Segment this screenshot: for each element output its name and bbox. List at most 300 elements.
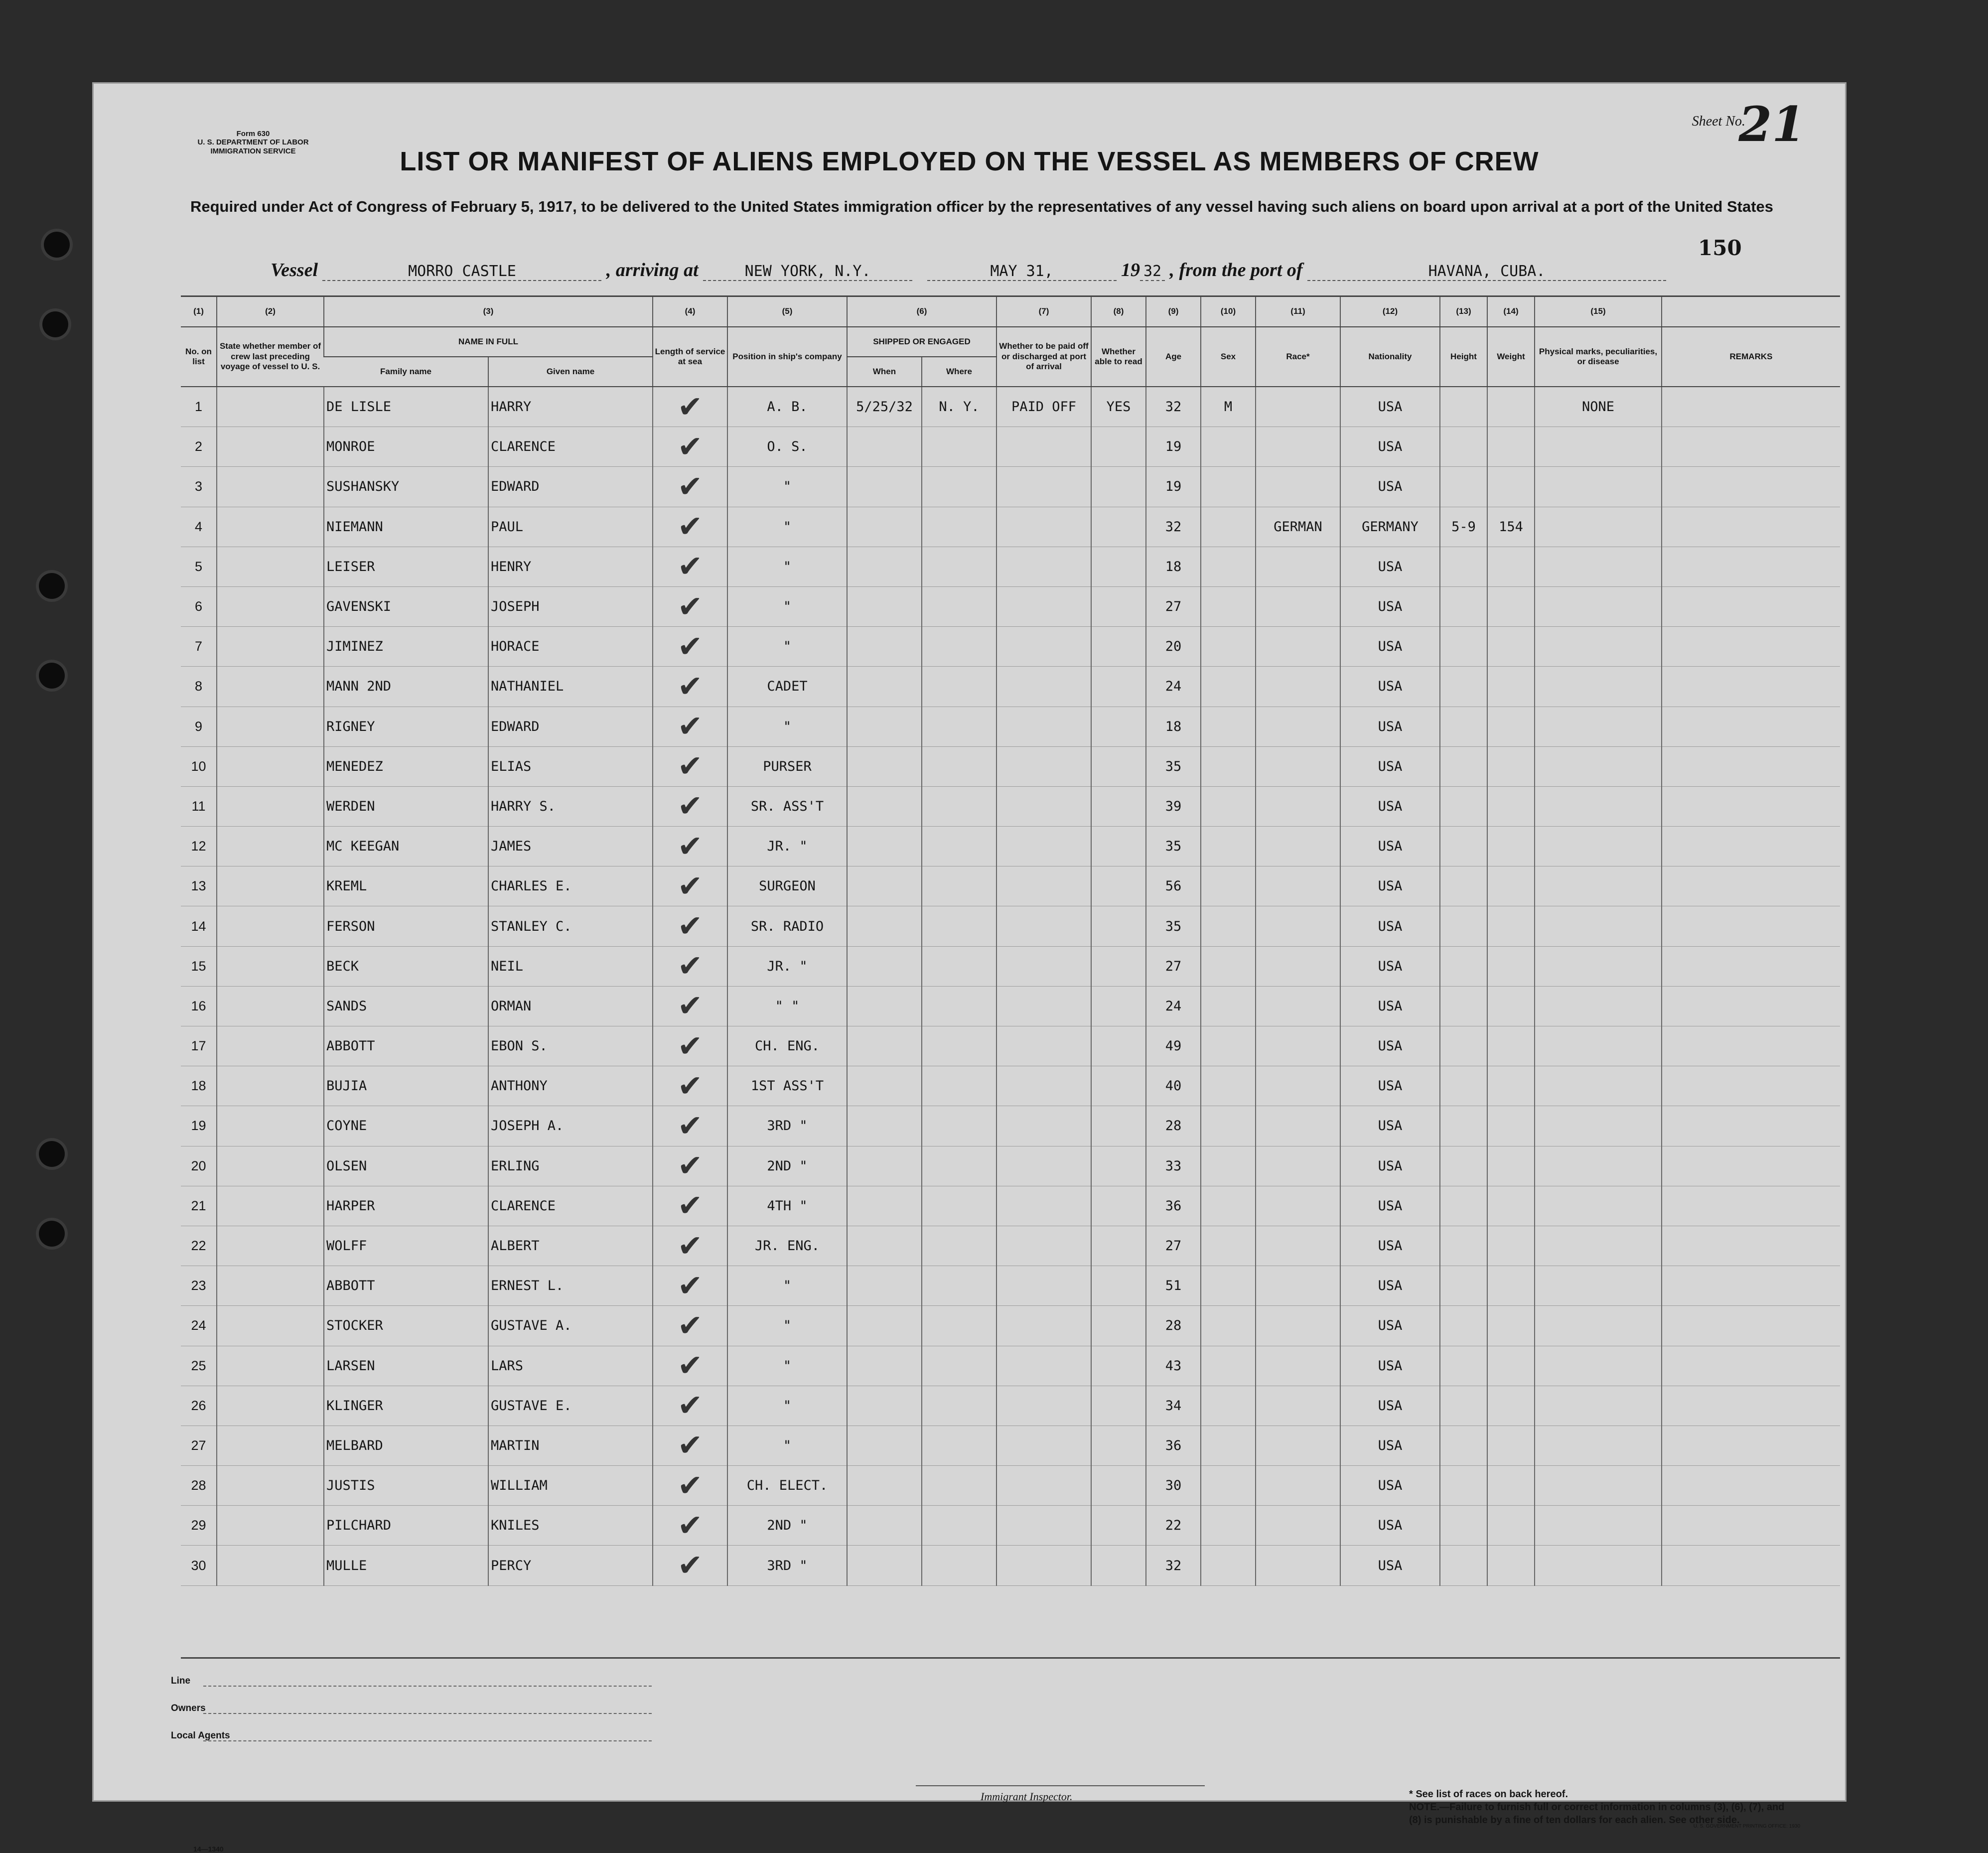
weight-cell	[1487, 1306, 1535, 1346]
family-name-cell: FERSON	[324, 906, 488, 946]
list-number-cell: 24	[181, 1306, 217, 1346]
position-cell: "	[727, 707, 847, 746]
shipped-where-cell	[922, 906, 996, 946]
shipped-when-cell	[847, 827, 922, 866]
list-number-cell: 29	[181, 1506, 217, 1546]
able-to-read-cell: YES	[1091, 387, 1146, 427]
height-cell: 5-9	[1440, 507, 1487, 547]
family-name-cell: BECK	[324, 946, 488, 986]
physical-marks-cell	[1535, 507, 1662, 547]
able-to-read-cell	[1091, 1425, 1146, 1465]
paid-off-cell	[996, 1506, 1091, 1546]
family-name-cell: COYNE	[324, 1106, 488, 1146]
physical-marks-cell	[1535, 1425, 1662, 1465]
col-sex: Sex	[1201, 327, 1256, 387]
race-cell	[1256, 387, 1340, 427]
table-row	[181, 586, 1840, 626]
given-name-cell: EBON S.	[488, 1026, 653, 1066]
given-name-cell: PAUL	[488, 507, 653, 547]
nationality-cell: USA	[1340, 1186, 1440, 1226]
able-to-read-cell	[1091, 1466, 1146, 1506]
sex-cell	[1201, 1506, 1256, 1546]
weight-cell	[1487, 1425, 1535, 1465]
remarks-cell	[1662, 1146, 1840, 1186]
weight-cell	[1487, 1146, 1535, 1186]
service-check-cell	[653, 707, 727, 746]
list-number-cell: 30	[181, 1546, 217, 1585]
remarks-cell	[1662, 1466, 1840, 1506]
paid-off-cell	[996, 986, 1091, 1026]
state-cell-cell	[217, 1066, 324, 1106]
table-row	[181, 946, 1840, 986]
list-number-cell: 12	[181, 827, 217, 866]
shipped-where-cell	[922, 1466, 996, 1506]
family-name-cell: MANN 2ND	[324, 667, 488, 707]
shipped-when-cell	[847, 467, 922, 507]
sex-cell	[1201, 507, 1256, 547]
checkmark-icon: ✔	[677, 1228, 703, 1264]
shipped-when-cell	[847, 866, 922, 906]
weight-cell	[1487, 467, 1535, 507]
paid-off-cell	[996, 1066, 1091, 1106]
age-cell: 35	[1146, 746, 1201, 786]
shipped-where-cell: N. Y.	[922, 387, 996, 427]
family-name-cell: NIEMANN	[324, 507, 488, 547]
arrival-port: NEW YORK, N.Y.	[703, 263, 912, 281]
sex-cell	[1201, 786, 1256, 826]
remarks-cell	[1662, 1425, 1840, 1465]
table-row	[181, 1186, 1840, 1226]
table-row	[181, 467, 1840, 507]
col-num-15: (15)	[1535, 297, 1662, 327]
weight-cell	[1487, 986, 1535, 1026]
list-number-cell: 10	[181, 746, 217, 786]
table-row	[181, 1386, 1840, 1425]
position-cell: 3RD "	[727, 1106, 847, 1146]
family-name-cell: SUSHANSKY	[324, 467, 488, 507]
state-cell-cell	[217, 467, 324, 507]
given-name-cell: NATHANIEL	[488, 667, 653, 707]
physical-marks-cell	[1535, 946, 1662, 986]
age-cell: 32	[1146, 507, 1201, 547]
state-cell-cell	[217, 827, 324, 866]
height-cell	[1440, 467, 1487, 507]
family-name-cell: PILCHARD	[324, 1506, 488, 1546]
sex-cell	[1201, 1026, 1256, 1066]
vessel-name: MORRO CASTLE	[322, 263, 601, 281]
remarks-cell	[1662, 1506, 1840, 1546]
list-number-cell: 19	[181, 1106, 217, 1146]
family-name-cell: SANDS	[324, 986, 488, 1026]
age-cell: 51	[1146, 1266, 1201, 1306]
physical-marks-cell	[1535, 1546, 1662, 1585]
physical-marks-cell	[1535, 427, 1662, 467]
race-cell	[1256, 1346, 1340, 1386]
nationality-cell: USA	[1340, 427, 1440, 467]
col-height: Height	[1440, 327, 1487, 387]
sex-cell	[1201, 1425, 1256, 1465]
family-name-cell: KREML	[324, 866, 488, 906]
weight-cell	[1487, 547, 1535, 586]
checkmark-icon: ✔	[677, 549, 703, 584]
position-cell: JR. ENG.	[727, 1226, 847, 1266]
sex-cell	[1201, 627, 1256, 667]
checkmark-icon: ✔	[677, 909, 703, 944]
race-cell	[1256, 1186, 1340, 1226]
owners-field	[203, 1713, 652, 1714]
col-family-name: Family name	[324, 357, 488, 387]
vessel-label: Vessel	[271, 260, 318, 281]
remarks-cell	[1662, 786, 1840, 826]
position-cell: " "	[727, 986, 847, 1026]
table-row	[181, 387, 1840, 427]
list-number-cell: 4	[181, 507, 217, 547]
weight-cell	[1487, 387, 1535, 427]
list-number-cell: 20	[181, 1146, 217, 1186]
age-cell: 32	[1146, 1546, 1201, 1585]
physical-marks-cell	[1535, 827, 1662, 866]
shipped-when-cell	[847, 707, 922, 746]
family-name-cell: DE LISLE	[324, 387, 488, 427]
height-cell	[1440, 1106, 1487, 1146]
state-cell-cell	[217, 906, 324, 946]
table-row	[181, 1306, 1840, 1346]
paid-off-cell	[996, 1425, 1091, 1465]
able-to-read-cell	[1091, 1106, 1146, 1146]
checkmark-icon: ✔	[677, 709, 703, 744]
sex-cell: M	[1201, 387, 1256, 427]
nationality-cell: USA	[1340, 746, 1440, 786]
height-cell	[1440, 906, 1487, 946]
given-name-cell: KNILES	[488, 1506, 653, 1546]
shipped-where-cell	[922, 1186, 996, 1226]
list-number-cell: 26	[181, 1386, 217, 1425]
shipped-when-cell	[847, 586, 922, 626]
position-cell: CH. ENG.	[727, 1026, 847, 1066]
age-cell: 32	[1146, 387, 1201, 427]
position-cell: SR. ASS'T	[727, 786, 847, 826]
paid-off-cell	[996, 707, 1091, 746]
shipped-where-cell	[922, 547, 996, 586]
race-cell	[1256, 586, 1340, 626]
weight-cell	[1487, 866, 1535, 906]
table-row	[181, 627, 1840, 667]
crew-table	[181, 297, 1840, 1586]
able-to-read-cell	[1091, 866, 1146, 906]
nationality-cell: USA	[1340, 467, 1440, 507]
position-cell: SR. RADIO	[727, 906, 847, 946]
remarks-cell	[1662, 1386, 1840, 1425]
height-cell	[1440, 1266, 1487, 1306]
given-name-cell: HENRY	[488, 547, 653, 586]
manifest-sheet	[92, 82, 1846, 1853]
physical-marks-cell	[1535, 1466, 1662, 1506]
service-check-cell	[653, 1106, 727, 1146]
service-check-cell	[653, 1466, 727, 1506]
shipped-where-cell	[922, 467, 996, 507]
state-cell-cell	[217, 786, 324, 826]
shipped-where-cell	[922, 1506, 996, 1546]
shipped-when-cell	[847, 1026, 922, 1066]
shipped-where-cell	[922, 1386, 996, 1425]
service-check-cell	[653, 786, 727, 826]
remarks-cell	[1662, 986, 1840, 1026]
nationality-cell: USA	[1340, 906, 1440, 946]
form-number: Form 630	[236, 130, 270, 138]
height-cell	[1440, 1146, 1487, 1186]
col-race: Race*	[1256, 327, 1340, 387]
table-row	[181, 906, 1840, 946]
age-cell: 28	[1146, 1106, 1201, 1146]
line-field	[203, 1686, 652, 1687]
shipped-when-cell	[847, 1466, 922, 1506]
shipped-when-cell	[847, 507, 922, 547]
age-cell: 56	[1146, 866, 1201, 906]
state-cell-cell	[217, 1425, 324, 1465]
race-cell	[1256, 1306, 1340, 1346]
shipped-when-cell	[847, 1266, 922, 1306]
sheet-number-label: Sheet No.	[1692, 114, 1745, 129]
given-name-cell: HARRY S.	[488, 786, 653, 826]
col-position: Position in ship's company	[727, 327, 847, 387]
given-name-cell: CLARENCE	[488, 427, 653, 467]
checkmark-icon: ✔	[677, 1308, 703, 1343]
shipped-where-cell	[922, 1546, 996, 1585]
race-cell	[1256, 946, 1340, 986]
col-num-6: (6)	[847, 297, 996, 327]
given-name-cell: ANTHONY	[488, 1066, 653, 1106]
height-cell	[1440, 387, 1487, 427]
checkmark-icon: ✔	[677, 1148, 703, 1184]
weight-cell	[1487, 906, 1535, 946]
height-cell	[1440, 1506, 1487, 1546]
age-cell: 49	[1146, 1026, 1201, 1066]
family-name-cell: WERDEN	[324, 786, 488, 826]
physical-marks-cell	[1535, 1026, 1662, 1066]
service-check-cell	[653, 1146, 727, 1186]
shipped-when-cell	[847, 986, 922, 1026]
paid-off-cell	[996, 667, 1091, 707]
remarks-cell	[1662, 427, 1840, 467]
family-name-cell: ABBOTT	[324, 1026, 488, 1066]
shipped-when-cell	[847, 1425, 922, 1465]
weight-cell	[1487, 1266, 1535, 1306]
list-number-cell: 16	[181, 986, 217, 1026]
printer-imprint: U. S. GOVERNMENT PRINTING OFFICE: 1930	[1693, 1824, 1800, 1829]
shipped-where-cell	[922, 1026, 996, 1066]
remarks-cell	[1662, 1066, 1840, 1106]
paid-off-cell	[996, 1306, 1091, 1346]
service-check-cell	[653, 827, 727, 866]
sex-cell	[1201, 1146, 1256, 1186]
checkmark-icon: ✔	[677, 589, 703, 624]
position-cell: "	[727, 507, 847, 547]
table-row	[181, 1546, 1840, 1585]
able-to-read-cell	[1091, 786, 1146, 826]
table-row	[181, 1146, 1840, 1186]
position-cell: 2ND "	[727, 1146, 847, 1186]
state-cell-cell	[217, 866, 324, 906]
shipped-when-cell	[847, 1306, 922, 1346]
service-check-cell	[653, 1425, 727, 1465]
shipped-when-cell	[847, 746, 922, 786]
service-check-cell	[653, 1546, 727, 1585]
race-cell	[1256, 1266, 1340, 1306]
shipped-when-cell	[847, 1506, 922, 1546]
age-cell: 24	[1146, 986, 1201, 1026]
checkmark-icon: ✔	[677, 829, 703, 864]
line-label: Line	[171, 1676, 191, 1686]
given-name-cell: LARS	[488, 1346, 653, 1386]
table-row	[181, 866, 1840, 906]
family-name-cell: STOCKER	[324, 1306, 488, 1346]
col-num-7: (7)	[996, 297, 1091, 327]
binder-hole	[39, 1141, 65, 1167]
position-cell: "	[727, 1386, 847, 1425]
given-name-cell: MARTIN	[488, 1425, 653, 1465]
agents-label: Local Agents	[171, 1730, 230, 1741]
shipped-when-cell	[847, 627, 922, 667]
shipped-when-cell	[847, 667, 922, 707]
given-name-cell: WILLIAM	[488, 1466, 653, 1506]
sex-cell	[1201, 746, 1256, 786]
col-num-1: (1)	[181, 297, 217, 327]
age-cell: 24	[1146, 667, 1201, 707]
crew-rows	[181, 387, 1840, 1585]
family-name-cell: LARSEN	[324, 1346, 488, 1386]
race-cell	[1256, 746, 1340, 786]
col-nationality: Nationality	[1340, 327, 1440, 387]
height-cell	[1440, 1386, 1487, 1425]
weight-cell	[1487, 1506, 1535, 1546]
col-paid-off: Whether to be paid off or discharged at port of arrival	[996, 327, 1091, 387]
height-cell	[1440, 746, 1487, 786]
col-when: When	[847, 357, 922, 387]
state-cell-cell	[217, 1026, 324, 1066]
col-num-12: (12)	[1340, 297, 1440, 327]
position-cell: "	[727, 627, 847, 667]
able-to-read-cell	[1091, 746, 1146, 786]
col-age: Age	[1146, 327, 1201, 387]
sex-cell	[1201, 1306, 1256, 1346]
position-cell: 3RD "	[727, 1546, 847, 1585]
shipped-where-cell	[922, 586, 996, 626]
paid-off-cell	[996, 1266, 1091, 1306]
physical-marks-cell	[1535, 746, 1662, 786]
physical-marks-cell	[1535, 1186, 1662, 1226]
col-state: State whether member of crew last preceding voyage of vessel to U. S.	[217, 327, 324, 387]
sex-cell	[1201, 707, 1256, 746]
sex-cell	[1201, 866, 1256, 906]
table-row	[181, 667, 1840, 707]
age-cell: 30	[1146, 1466, 1201, 1506]
weight-cell	[1487, 707, 1535, 746]
height-cell	[1440, 1186, 1487, 1226]
race-cell	[1256, 1226, 1340, 1266]
paid-off-cell: PAID OFF	[996, 387, 1091, 427]
arrival-year: 32	[1140, 263, 1165, 281]
col-given-name: Given name	[488, 357, 653, 387]
height-cell	[1440, 1466, 1487, 1506]
service-check-cell	[653, 1026, 727, 1066]
family-name-cell: KLINGER	[324, 1386, 488, 1425]
remarks-cell	[1662, 627, 1840, 667]
nationality-cell: USA	[1340, 387, 1440, 427]
given-name-cell: EDWARD	[488, 707, 653, 746]
family-name-cell: ABBOTT	[324, 1266, 488, 1306]
position-cell: JR. "	[727, 827, 847, 866]
crew-table-container	[181, 295, 1840, 1659]
paid-off-cell	[996, 1026, 1091, 1066]
position-cell: "	[727, 1306, 847, 1346]
nationality-cell: USA	[1340, 627, 1440, 667]
state-cell-cell	[217, 427, 324, 467]
able-to-read-cell	[1091, 547, 1146, 586]
able-to-read-cell	[1091, 1146, 1146, 1186]
physical-marks-cell	[1535, 1506, 1662, 1546]
race-cell	[1256, 1146, 1340, 1186]
from-port-label: , from the port of	[1169, 260, 1303, 281]
notes-block	[1409, 1788, 1798, 1827]
state-cell-cell	[217, 1306, 324, 1346]
position-cell: CADET	[727, 667, 847, 707]
given-name-cell: JOSEPH	[488, 586, 653, 626]
checkmark-icon: ✔	[677, 789, 703, 824]
shipped-where-cell	[922, 507, 996, 547]
given-name-cell: CHARLES E.	[488, 866, 653, 906]
col-name-in-full: NAME IN FULL	[324, 327, 653, 357]
height-cell	[1440, 1066, 1487, 1106]
state-cell-cell	[217, 1146, 324, 1186]
physical-marks-cell	[1535, 866, 1662, 906]
sex-cell	[1201, 1546, 1256, 1585]
checkmark-icon: ✔	[677, 1348, 703, 1384]
age-cell: 33	[1146, 1146, 1201, 1186]
shipped-when-cell	[847, 1546, 922, 1585]
height-cell	[1440, 427, 1487, 467]
age-cell: 36	[1146, 1186, 1201, 1226]
sex-cell	[1201, 1186, 1256, 1226]
shipped-where-cell	[922, 1106, 996, 1146]
family-name-cell: JUSTIS	[324, 1466, 488, 1506]
family-name-cell: BUJIA	[324, 1066, 488, 1106]
family-name-cell: HARPER	[324, 1186, 488, 1226]
col-num-3: (3)	[324, 297, 653, 327]
paid-off-cell	[996, 866, 1091, 906]
given-name-cell: ELIAS	[488, 746, 653, 786]
sheet-number-value: 21	[1738, 96, 1805, 152]
height-cell	[1440, 1226, 1487, 1266]
state-cell-cell	[217, 1506, 324, 1546]
shipped-where-cell	[922, 1266, 996, 1306]
state-cell-cell	[217, 547, 324, 586]
department-name: U. S. DEPARTMENT OF LABOR	[197, 138, 309, 147]
service-check-cell	[653, 547, 727, 586]
sex-cell	[1201, 1266, 1256, 1306]
col-num-13: (13)	[1440, 297, 1487, 327]
physical-marks-cell	[1535, 786, 1662, 826]
physical-marks-cell	[1535, 707, 1662, 746]
paid-off-cell	[996, 1226, 1091, 1266]
race-cell	[1256, 786, 1340, 826]
document-subtitle: Required under Act of Congress of February 5, 1917, to be delivered to the United States immigration officer by the representatives of any vessel having such aliens on board upon arrival at a port of the United States	[190, 198, 1774, 215]
shipped-where-cell	[922, 1226, 996, 1266]
list-number-cell: 22	[181, 1226, 217, 1266]
state-cell-cell	[217, 507, 324, 547]
checkmark-icon: ✔	[677, 1548, 703, 1583]
state-cell-cell	[217, 1546, 324, 1585]
list-number-cell: 27	[181, 1425, 217, 1465]
